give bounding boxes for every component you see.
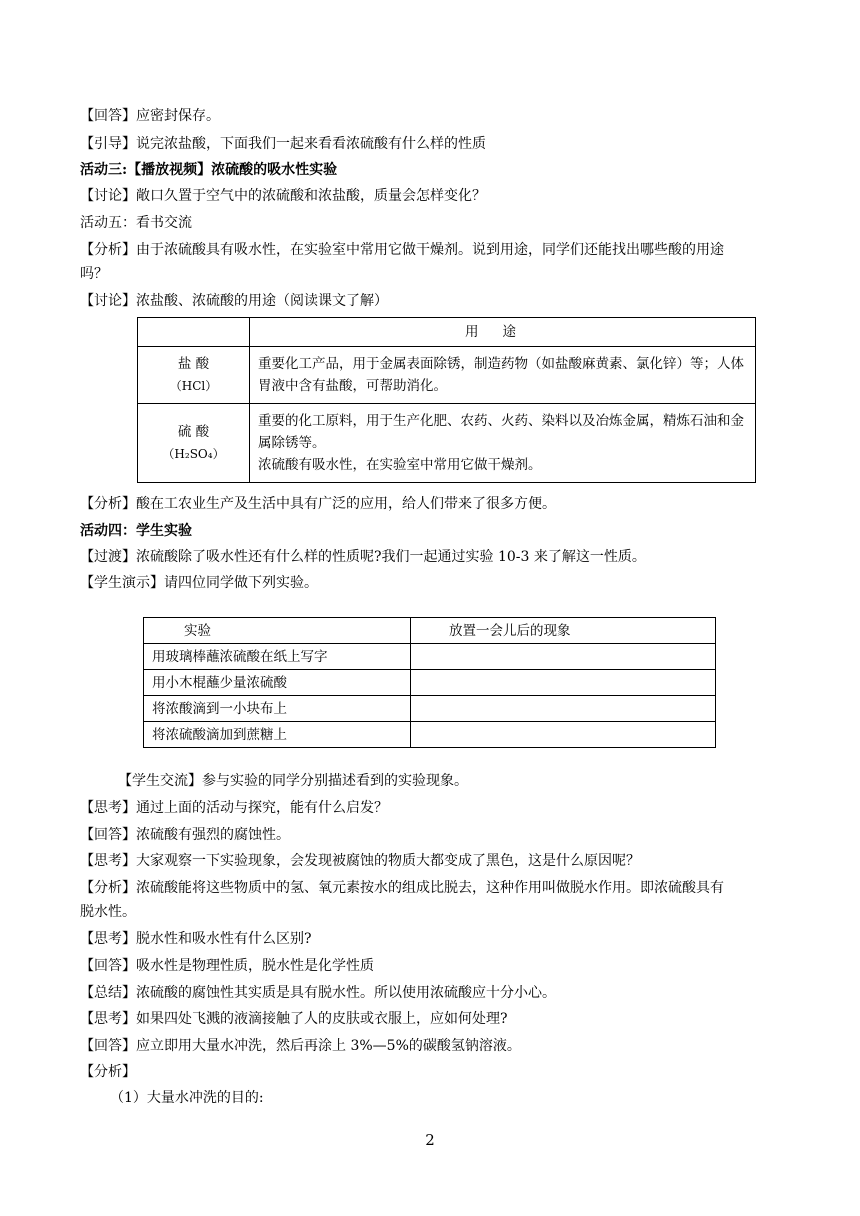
acid-formula: （H₂SO₄） (162, 447, 225, 461)
guide-line: 【引导】说完浓盐酸，下面我们一起来看看浓硫酸有什么样的性质 (80, 136, 486, 152)
activity-five-heading: 活动五：看书交流 (80, 215, 192, 231)
student-demo-line: 【学生演示】请四位同学做下列实验。 (80, 575, 318, 591)
activity-three-heading: 活动三:【播放视频】浓硫酸的吸水性实验 (80, 162, 338, 178)
table-row (144, 644, 716, 670)
think-line-4: 【思考】如果四处飞溅的液滴接触了人的皮肤或衣服上，应如何处理? (80, 1011, 508, 1027)
acid-usage-cell: 重要化工产品，用于金属表面除锈，制造药物（如盐酸麻黄素、氯化锌）等；人体胃液中含有盐酸，可帮助消化。 (250, 347, 756, 404)
table-header-row (138, 318, 756, 347)
answer-line-2: 【回答】吸水性是物理性质，脱水性是化学性质 (80, 958, 374, 974)
think-line-3: 【思考】脱水性和吸水性有什么区别? (80, 931, 312, 947)
analysis-line-2: 【分析】酸在工农业生产及生活中具有广泛的应用，给人们带来了很多方便。 (80, 496, 556, 512)
analysis-line-3b: 脱水性。 (80, 904, 136, 920)
analysis-line-1a: 【分析】由于浓硫酸具有吸水性，在实验室中常用它做干燥剂。说到用途，同学们还能找出哪些酸的用途 (80, 242, 724, 258)
think-line-1: 【思考】通过上面的活动与探究，能有什么启发？ (80, 800, 388, 816)
analysis-line-3a: 【分析】浓硫酸能将这些物质中的氢、氧元素按水的组成比脱去，这种作用叫做脱水作用。即浓硫酸具有 (80, 880, 724, 896)
answer-line-1: 【回答】浓硫酸有强烈的腐蚀性。 (80, 827, 290, 843)
table-header-empty-cell (138, 318, 250, 347)
acid-name-cell (138, 347, 250, 404)
table-row (138, 404, 756, 483)
phenomenon-cell (411, 644, 716, 670)
table-header-experiment: 实验 (144, 618, 411, 644)
acid-name-cell (138, 404, 250, 483)
answer-line-3: 【回答】应立即用大量水冲洗，然后再涂上 3%—5%的碳酸氢钠溶液。 (80, 1038, 521, 1054)
analysis-line-1b: 吗？ (80, 266, 108, 282)
acid-usage-text-2: 浓硫酸有吸水性，在实验室中常用它做干燥剂。 (258, 457, 542, 473)
analysis-heading: 【分析】 (80, 1064, 136, 1080)
acid-name: 盐 酸 (177, 356, 210, 372)
phenomenon-cell (411, 670, 716, 696)
acid-usage-table (137, 317, 756, 483)
table-header-phenomenon: 放置一会儿后的现象 (411, 618, 716, 644)
student-exchange-line: 【学生交流】参与实验的同学分别描述看到的实验现象。 (118, 773, 468, 789)
discussion-line: 【讨论】敞口久置于空气中的浓硫酸和浓盐酸，质量会怎样变化？ (80, 188, 486, 204)
transition-line: 【过渡】浓硫酸除了吸水性还有什么样的性质呢?我们一起通过实验 10-3 来了解这一性质。 (80, 549, 646, 565)
table-row (144, 670, 716, 696)
acid-formula: （HCl） (169, 379, 218, 393)
table-header-usage: 用途 (250, 318, 756, 347)
table-header-row (144, 618, 716, 644)
acid-usage-cell (250, 404, 756, 483)
table-row (144, 696, 716, 722)
phenomenon-cell (411, 722, 716, 748)
table-row (144, 722, 716, 748)
think-line-2: 【思考】大家观察一下实验现象，会发现被腐蚀的物质大都变成了黑色，这是什么原因呢？ (80, 853, 640, 869)
phenomenon-cell (411, 696, 716, 722)
summary-line: 【总结】浓硫酸的腐蚀性其实质是具有脱水性。所以使用浓硫酸应十分小心。 (80, 985, 556, 1001)
answer-seal-storage: 【回答】应密封保存。 (80, 108, 220, 124)
experiment-cell: 用小木棍蘸少量浓硫酸 (144, 670, 411, 696)
experiment-cell: 将浓酸滴到一小块布上 (144, 696, 411, 722)
page-number: 2 (425, 1131, 435, 1149)
experiment-cell: 用玻璃棒蘸浓硫酸在纸上写字 (144, 644, 411, 670)
discussion-usage-line: 【讨论】浓盐酸、浓硫酸的用途（阅读课文了解） (80, 293, 388, 309)
experiment-table (143, 617, 716, 748)
acid-usage-text: 重要的化工原料，用于生产化肥、农药、火药、染料以及冶炼金属，精炼石油和金属除锈等。 (258, 413, 744, 451)
activity-four-heading: 活动四：学生实验 (80, 523, 192, 539)
experiment-cell: 将浓硫酸滴加到蔗糖上 (144, 722, 411, 748)
table-row (138, 347, 756, 404)
acid-name: 硫 酸 (177, 424, 210, 440)
analysis-item-1: （1）大量水冲洗的目的: (110, 1090, 264, 1106)
